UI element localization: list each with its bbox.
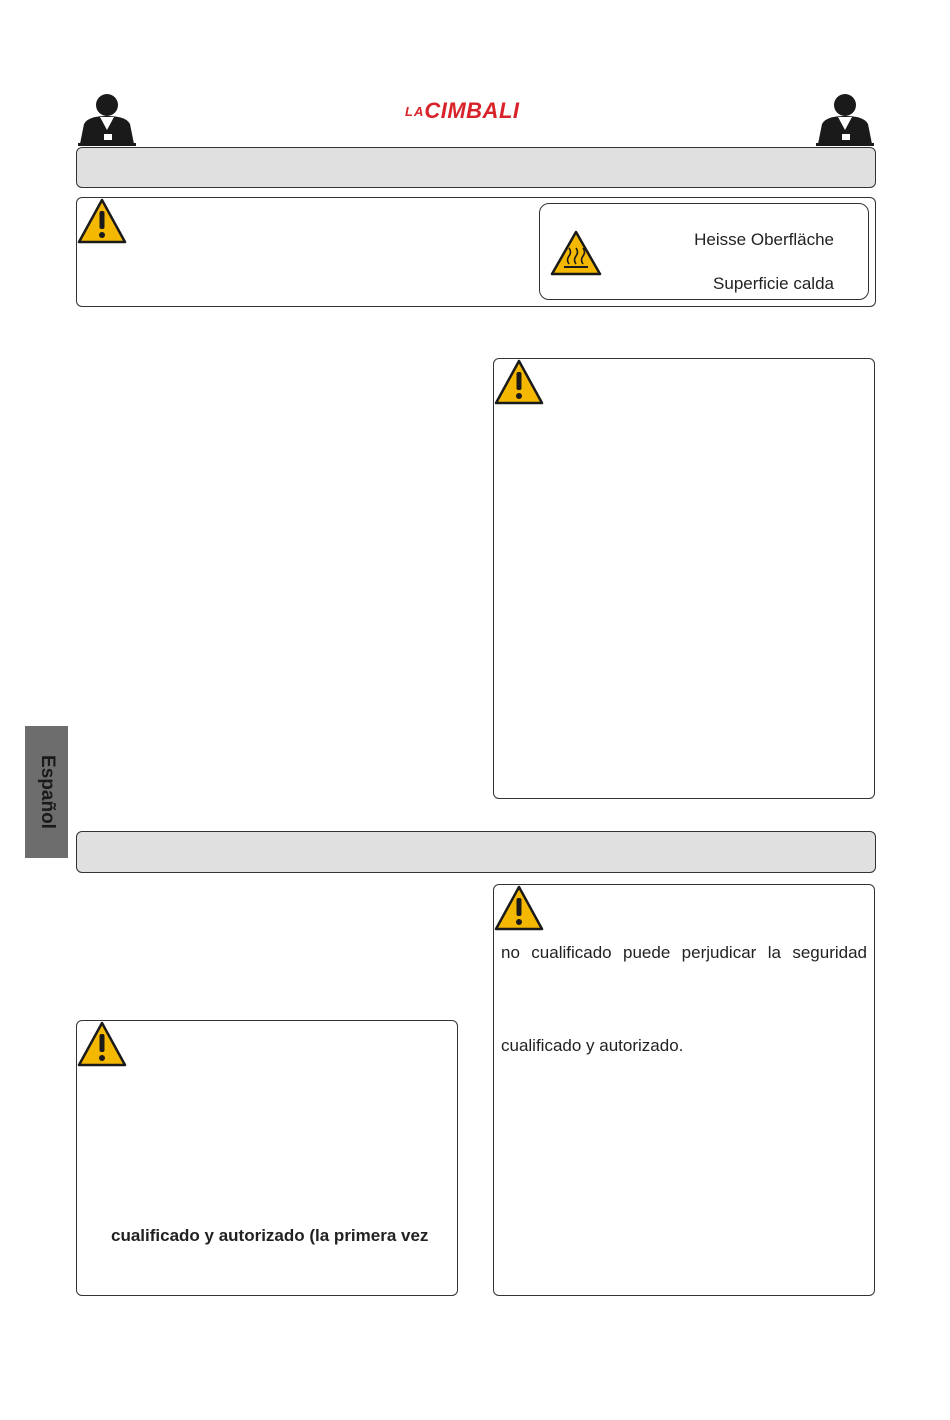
hot-surface-label-de: Heisse Oberfläche [694, 230, 834, 249]
language-tab [25, 726, 68, 858]
hot-surface-panel [539, 203, 869, 300]
warning-box-left-lower [76, 1020, 458, 1296]
warning-icon [77, 198, 127, 244]
warning-icon [77, 1021, 127, 1067]
warning-text-line: cualificado y autorizado (la primera vez [111, 1226, 429, 1245]
language-tab-label: Español [36, 755, 58, 829]
warning-text-line: cualificado y autorizado. [501, 1036, 684, 1055]
warning-icon [494, 885, 544, 931]
warning-box-right-upper [493, 358, 875, 799]
section-header-bar [76, 147, 876, 188]
warning-icon [494, 359, 544, 405]
barista-figure-icon [78, 90, 136, 146]
warning-text-line: no cualificado puede perjudicar la seguridad [501, 943, 867, 962]
hot-surface-label-it: Superficie calda [713, 274, 834, 293]
brand-logo: LACIMBALI [405, 98, 520, 123]
barista-figure-icon [816, 90, 874, 146]
section-header-bar [76, 831, 876, 873]
hot-surface-icon [550, 230, 602, 276]
